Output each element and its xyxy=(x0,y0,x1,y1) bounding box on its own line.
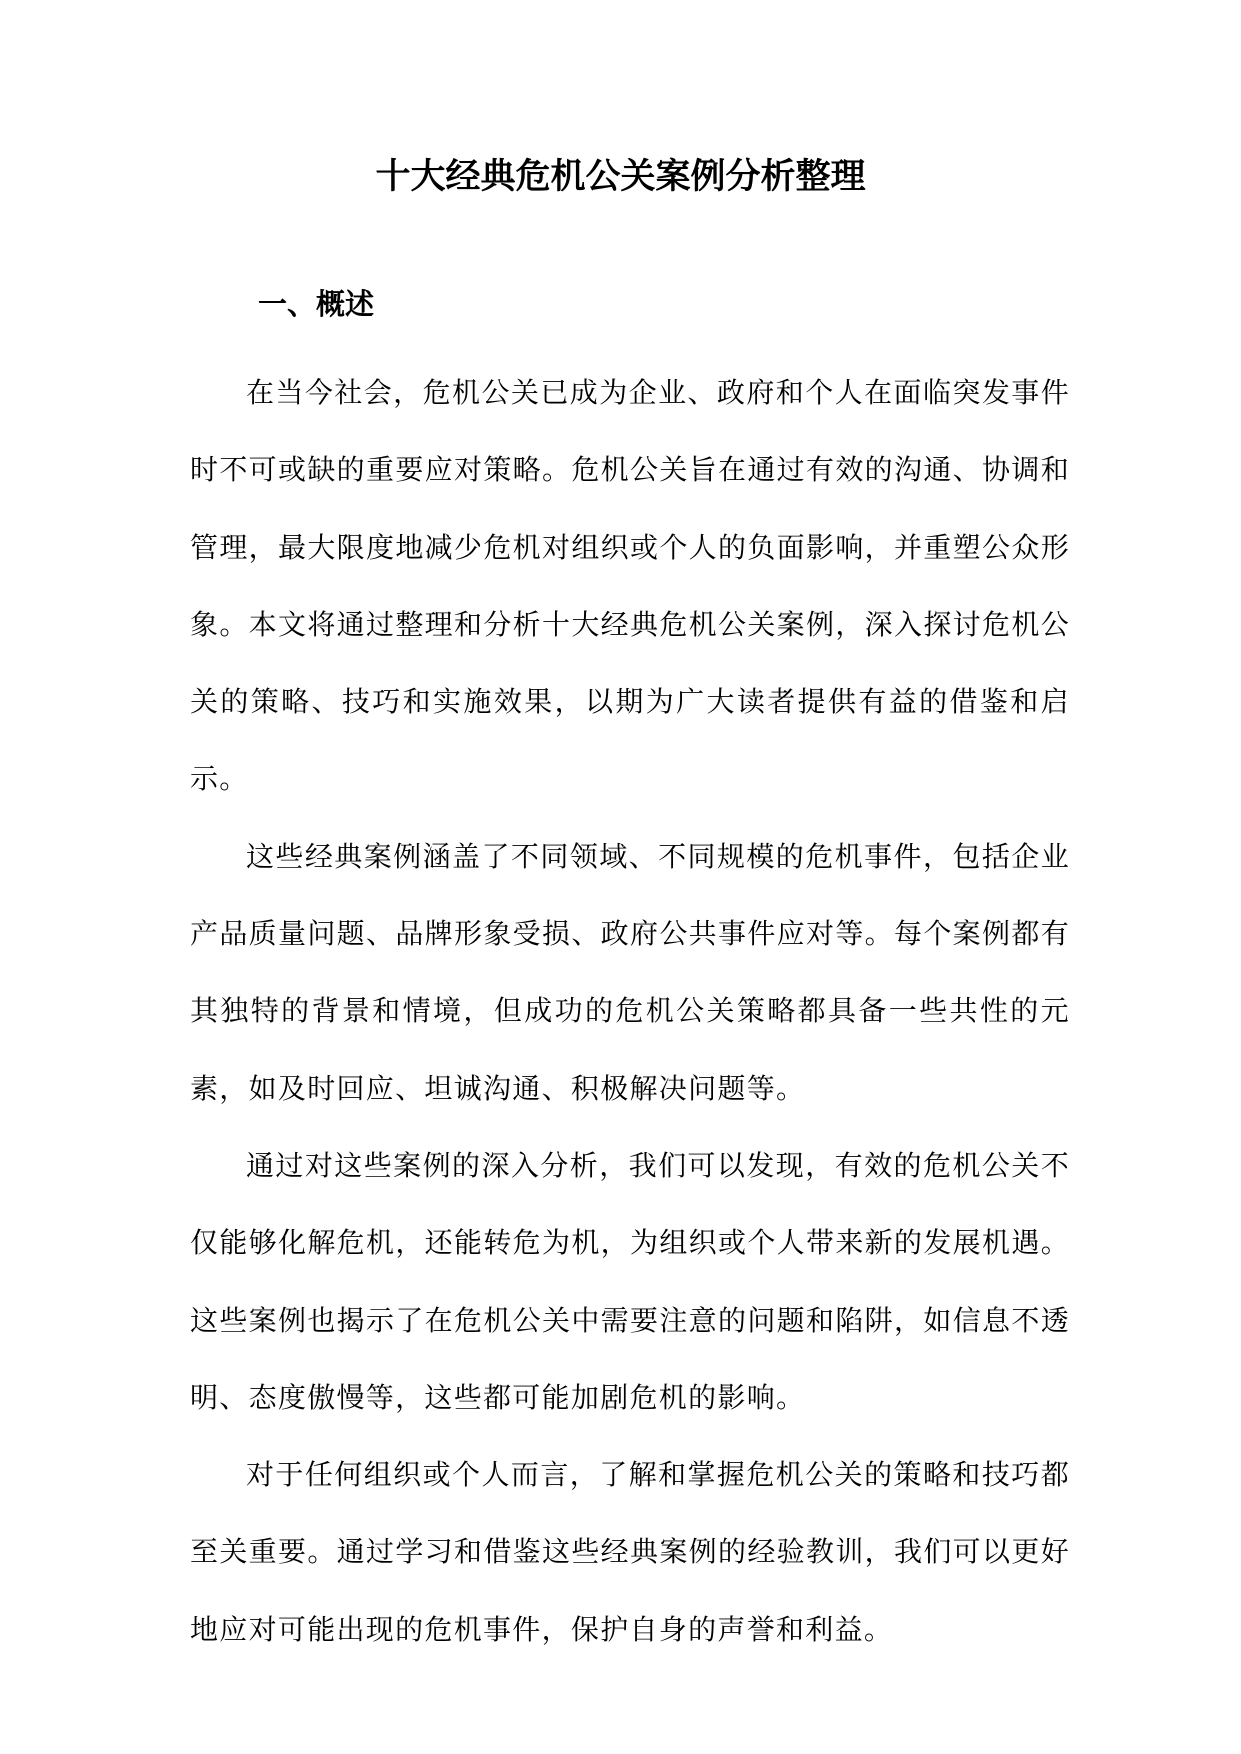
paragraph: 对于任何组织或个人而言，了解和掌握危机公关的策略和技巧都至关重要。通过学习和借鉴这些经典案例的经验教训，我们可以更好地应对可能出现的危机事件，保护自身的声誉和利益。 xyxy=(190,1458,1070,1646)
paragraph: 在当今社会，危机公关已成为企业、政府和个人在面临突发事件时不可或缺的重要应对策略。危机公关旨在通过有效的沟通、协调和管理，最大限度地减少危机对组织或个人的负面影响，并重塑公众形象。本文将通过整理和分析十大经典危机公关案例，深入探讨危机公关的策略、技巧和实施效果，以期为广大读者提供有益的借鉴和启示。 xyxy=(190,376,1070,796)
paragraph: 这些经典案例涵盖了不同领域、不同规模的危机事件，包括企业产品质量问题、品牌形象受损、政府公共事件应对等。每个案例都有其独特的背景和情境，但成功的危机公关策略都具备一些共性的元素，如及时回应、坦诚沟通、积极解决问题等。 xyxy=(190,839,1070,1105)
document-title: 十大经典危机公关案例分析整理 xyxy=(375,157,866,197)
section-body xyxy=(190,354,1070,1668)
paragraph: 通过对这些案例的深入分析，我们可以发现，有效的危机公关不仅能够化解危机，还能转危为机，为组织或个人带来新的发展机遇。这些案例也揭示了在危机公关中需要注意的问题和陷阱，如信息不透明、态度傲慢等，这些都可能加剧危机的影响。 xyxy=(190,1148,1070,1414)
section-heading: 一、概述 xyxy=(258,287,375,321)
